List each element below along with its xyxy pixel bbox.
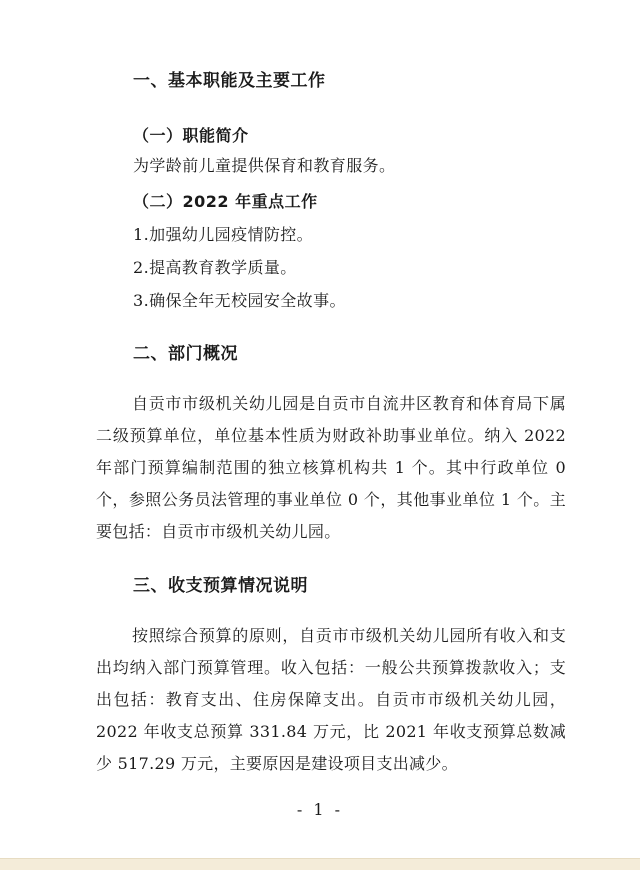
budget-explanation-paragraph: 按照综合预算的原则，自贡市市级机关幼儿园所有收入和支出均纳入部门预算管理。收入包括：一般公共预算拨款收入；支出包括：教育支出、住房保障支出。自贡市市级机关幼儿园，2022 年收支总预算 331.84 万元，比 2021 年收支预算总数减少 517.29 万元，主要原因是建设项目支出减少。	[96, 626, 566, 773]
section-heading-3: 三、收支预算情况说明	[133, 576, 308, 596]
section-heading-2: 二、部门概况	[133, 344, 238, 364]
key-work-item: 2.提高教育教学质量。	[133, 258, 297, 277]
subsection-heading-functions: （一）职能简介	[133, 126, 249, 145]
subsection-heading-key-work: （二）2022 年重点工作	[133, 192, 318, 211]
functions-text: 为学龄前儿童提供保育和教育服务。	[133, 156, 396, 175]
department-overview-paragraph: 自贡市市级机关幼儿园是自贡市自流井区教育和体育局下属二级预算单位，单位基本性质为财政补助事业单位。纳入 2022 年部门预算编制范围的独立核算机构共 1 个。其中行政单位 0 个，参照公务员法管理的事业单位 0 个，其他事业单位 1 个。主要包括：自贡市市级机关幼儿园。	[96, 394, 566, 541]
key-work-item: 1.加强幼儿园疫情防控。	[133, 225, 314, 244]
key-work-item: 3.确保全年无校园安全故事。	[133, 291, 346, 310]
section-heading-1: 一、基本职能及主要工作	[133, 71, 326, 91]
page-bottom-edge	[0, 858, 640, 870]
page-number: - 1 -	[296, 800, 344, 819]
